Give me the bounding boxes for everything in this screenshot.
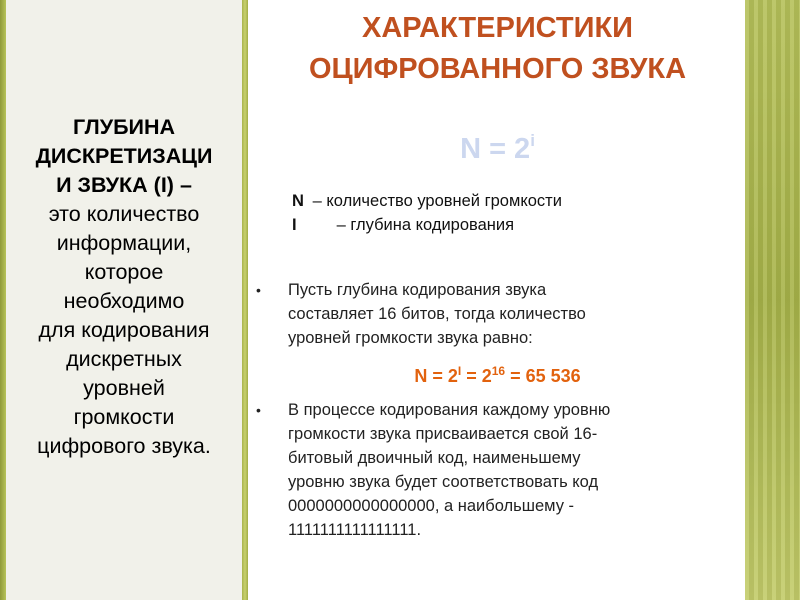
title-line: ХАРАКТЕРИСТИКИ	[361, 12, 633, 44]
formula-exponent: i	[530, 131, 535, 150]
bullet-item	[256, 278, 726, 350]
legend-text: – глубина кодирования	[336, 216, 515, 234]
bullet-line: составляет 16 битов, тогда количество	[288, 305, 586, 323]
calculation-formula	[250, 364, 745, 387]
definition-line: информации,	[56, 231, 192, 255]
legend-symbol: I	[292, 216, 297, 234]
bullet-line: 1111111111111111.	[288, 521, 422, 539]
definition-line: для кодирования	[38, 318, 210, 342]
main-formula	[250, 131, 745, 166]
term-line: ДИСКРЕТИЗАЦИ	[35, 144, 213, 168]
definition-line: которое	[84, 260, 164, 284]
legend-symbol: N	[292, 192, 304, 210]
bullet-text	[288, 278, 726, 350]
legend-text: – количество уровней громкости	[312, 192, 562, 210]
bullet-line: 0000000000000000, а наибольшему -	[288, 497, 575, 515]
definition-block	[8, 113, 240, 461]
bullet-line: уровню звука будет соответствовать код	[288, 473, 599, 491]
definition-line: громкости	[73, 405, 175, 429]
bullet-line: битовый двоичный код, наименьшему	[288, 449, 581, 467]
definition-line: уровней	[83, 376, 165, 400]
bullet-text	[288, 398, 726, 542]
legend-row	[292, 213, 562, 237]
calc-exponent: I	[457, 364, 462, 378]
bullet-item	[256, 398, 726, 542]
panel-divider	[242, 0, 248, 600]
bullet-icon: •	[256, 402, 261, 418]
formula-base: N = 2	[460, 133, 531, 165]
definition-line: это количество	[48, 202, 200, 226]
bullet-icon: •	[256, 282, 261, 298]
calc-exponent: 16	[491, 364, 506, 378]
definition-line: необходимо	[63, 289, 185, 313]
term-line: ГЛУБИНА	[72, 115, 176, 139]
legend-row	[292, 189, 562, 213]
formula-legend	[292, 189, 562, 237]
title-line: ОЦИФРОВАННОГО ЗВУКА	[308, 53, 687, 85]
definition-line: дискретных	[66, 347, 182, 371]
bullet-line: уровней громкости звука равно:	[288, 329, 533, 347]
bullet-line: громкости звука присваивается свой 16-	[288, 425, 598, 443]
bullet-line: В процессе кодирования каждому уровню	[288, 401, 611, 419]
term-line: И ЗВУКА (I) –	[56, 173, 192, 197]
calc-part: = 65 536	[505, 366, 581, 386]
slide-title	[250, 8, 745, 90]
bullet-line: Пусть глубина кодирования звука	[288, 281, 547, 299]
decorative-right-strip	[745, 0, 800, 600]
definition-line: цифрового звука.	[37, 434, 211, 458]
calc-part: N = 2	[414, 366, 458, 386]
calc-part: = 2	[461, 366, 492, 386]
